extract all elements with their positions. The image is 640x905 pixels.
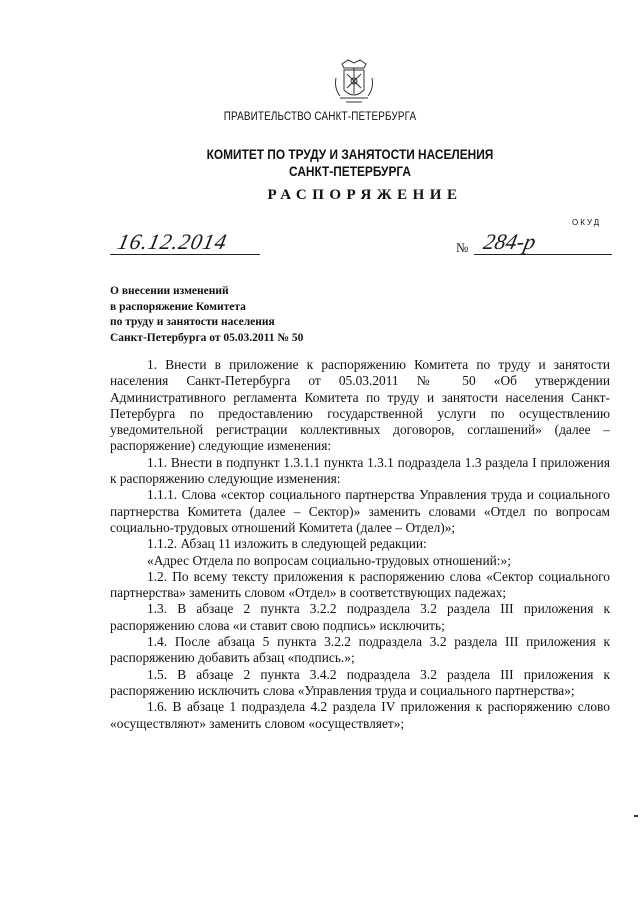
committee-name [42,146,640,180]
okud-label: ОКУД [572,218,602,227]
document-subject [110,284,303,346]
paragraph: «Адрес Отдела по вопросам социально-трудовых отношений:»; [147,552,511,568]
paragraph: 1.2. По всему тексту приложения к распоряжению слова «Сектор социального партнерства» заменить словом «Отдел» в соответствующих падежах; [110,568,610,601]
paragraph: 1.1. Внести в подпункт 1.3.1.1 пункта 1.3.1 подраздела 1.3 раздела I приложения к распоряжению следующие изменения: [110,454,610,487]
scan-edge-mark [634,815,638,817]
subject-line: Санкт-Петербурга от 05.03.2011 № 50 [110,331,304,344]
number-underline [474,254,612,255]
document-type-title: РАСПОРЯЖЕНИЕ [267,187,463,203]
paragraph: 1.4. После абзаца 5 пункта 3.2.2 подраздела 3.2 раздела III приложения к распоряжению добавить абзац «подпись.»; [110,634,610,666]
number-sign: № [456,240,469,255]
date-underline [110,254,260,255]
committee-name-line-1: КОМИТЕТ ПО ТРУДУ И ЗАНЯТОСТИ НАСЕЛЕНИЯ [206,147,494,162]
subject-line: в распоряжение Комитета [110,300,246,313]
paragraph: 1.1.1. Слова «сектор социального партнерства Управления труда и социального партнерства Комитета (далее – Сектор)» заменить словами «Отдел по вопросам социально-трудовых отношений Комитета (далее – Отдел)»; [110,487,610,535]
paragraph: 1. Внести в приложение к распоряжению Комитета по труду и занятости населения Санкт-Петербурга от 05.03.2011 № 50 «Об утверждении Административного регламента Комитета по труду и занятости населения Санкт-Петербурга по предоставлению государственной услуги по осуществлению уведомительной регистрации коллективных договоров, соглашений» (далее – распоряжение) следующие изменения: [110,357,610,454]
coat-of-arms-emblem [332,58,376,108]
handwritten-date: 16.12.2014 [115,229,230,254]
paragraph: 1.3. В абзаце 2 пункта 3.2.2 подраздела 3.2 раздела III приложения к распоряжению слова «и ставит свою подпись» исключить; [110,601,610,633]
subject-line: по труду и занятости населения [110,316,275,328]
handwritten-number: 284-р [481,229,539,254]
committee-name-line-2: САНКТ-ПЕТЕРБУРГА [289,164,411,179]
paragraph: 1.5. В абзаце 2 пункта 3.4.2 подраздела 3.2 раздела III приложения к распоряжению исключить слова «Управления труда и социального партнерства»; [110,666,610,698]
paragraph: 1.6. В абзаце 1 подраздела 4.2 раздела IV приложения к распоряжению слово «осуществляют» заменить словом «осуществляет»; [110,699,610,731]
subject-line: О внесении изменений [110,285,229,297]
document-body [110,357,610,732]
paragraph: 1.1.2. Абзац 11 изложить в следующей редакции: [147,536,427,552]
government-name: ПРАВИТЕЛЬСТВО САНКТ-ПЕТЕРБУРГА [223,111,417,123]
